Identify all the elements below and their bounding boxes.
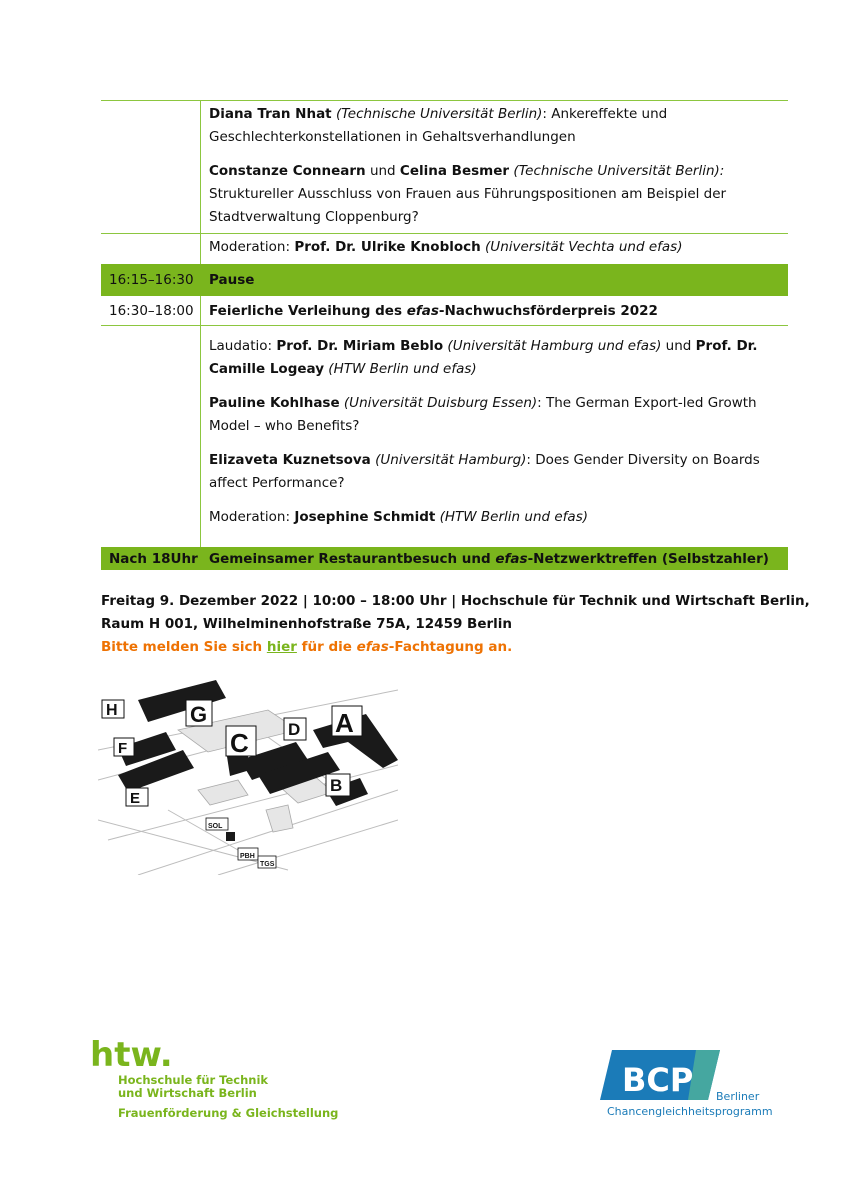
institution: (HTW Berlin und efas) xyxy=(435,509,588,525)
registration-link[interactable]: hier xyxy=(266,639,297,655)
speaker-name: Prof. Dr. Camille Logeay xyxy=(209,338,758,377)
talk-title: : Does Gender Diversity on Boards affect Performance? xyxy=(209,452,760,491)
description-cell xyxy=(201,551,788,567)
htw-name-line1: Hochschule für Technik xyxy=(118,1073,269,1087)
time-cell: 16:30–18:00 xyxy=(101,296,201,325)
map-label-h: H xyxy=(106,702,118,719)
map-label-a: A xyxy=(335,708,354,738)
bcp-program-name: Chancengleichheitsprogramm xyxy=(607,1105,773,1118)
speaker-name: Constanze Connearn xyxy=(209,163,366,179)
program-table xyxy=(101,100,788,570)
moderation-label: Moderation: xyxy=(209,239,295,255)
map-label-e: E xyxy=(130,790,141,807)
institution: (Universität Hamburg) xyxy=(370,452,527,468)
talk-title: : Ankereffekte und Geschlechterkonstellationen in Gehaltsverhandlungen xyxy=(209,106,668,145)
talk-entry xyxy=(209,103,780,149)
institution: (Universität Duisburg Essen) xyxy=(339,395,538,411)
description-cell xyxy=(201,234,788,264)
map-label-pbh: PBH xyxy=(240,853,255,860)
event-info xyxy=(101,590,810,659)
time-cell: 16:15–16:30 xyxy=(109,272,194,288)
map-label-sol: SOL xyxy=(208,823,223,830)
laudatio-entry xyxy=(209,335,780,381)
speaker-name: Prof. Dr. Miriam Beblo xyxy=(276,338,444,354)
description-cell xyxy=(201,303,788,319)
table-row xyxy=(101,100,788,233)
pause-label: Pause xyxy=(209,272,255,288)
table-row xyxy=(101,296,788,325)
institution: (Universität Vechta und efas) xyxy=(480,239,683,255)
bcp-abbr: BCP xyxy=(622,1061,694,1099)
map-label-c: C xyxy=(230,728,249,758)
table-row-pause xyxy=(101,264,788,296)
description-cell xyxy=(201,101,788,233)
moderation-label: Moderation: xyxy=(209,509,295,525)
htw-department: Frauenförderung & Gleichstellung xyxy=(118,1106,339,1120)
map-label-d: D xyxy=(288,720,301,739)
map-label-tgs: TGS xyxy=(260,861,275,868)
laudatio-label: Laudatio: xyxy=(209,338,277,354)
speaker-name: Pauline Kohlhase xyxy=(209,395,340,411)
conjunction: und xyxy=(365,163,400,179)
htw-name-line2: und Wirtschaft Berlin xyxy=(118,1086,257,1100)
talk-title: Struktureller Ausschluss von Frauen aus Führungspositionen am Beispiel der Stadtverwaltung Cloppenburg? xyxy=(209,186,727,225)
time-cell xyxy=(101,234,201,264)
conjunction: und xyxy=(661,338,696,354)
moderator-name: Prof. Dr. Ulrike Knobloch xyxy=(294,239,481,255)
table-row xyxy=(101,325,788,547)
speaker-name: Celina Besmer xyxy=(399,163,510,179)
time-cell: Nach 18Uhr xyxy=(109,550,198,567)
speaker-name: Elizaveta Kuznetsova xyxy=(209,452,371,468)
speaker-name: Diana Tran Nhat xyxy=(209,106,332,122)
map-label-g: G xyxy=(190,702,208,727)
talk-entry xyxy=(209,392,780,438)
moderation-entry xyxy=(209,236,780,259)
institution: (HTW Berlin und efas) xyxy=(324,361,477,377)
event-date-line: Freitag 9. Dezember 2022 | 10:00 – 18:00 Uhr | Hochschule für Technik und Wirtschaft Berlin, xyxy=(101,593,810,609)
moderator-name: Josephine Schmidt xyxy=(294,509,436,525)
talk-entry xyxy=(209,449,780,495)
htw-wordmark: htw. xyxy=(90,1035,173,1075)
table-row xyxy=(101,233,788,264)
institution: (Technische Universität Berlin) xyxy=(335,106,543,122)
talk-entry xyxy=(209,160,780,229)
map-label-f: F xyxy=(118,740,128,757)
time-cell xyxy=(101,326,201,547)
bcp-berliner: Berliner xyxy=(716,1090,760,1103)
evening-title: Gemeinsamer Restaurantbesuch und efas-Netzwerktreffen (Selbstzahler) xyxy=(209,550,769,567)
institution: (Technische Universität Berlin): xyxy=(513,163,725,179)
time-cell xyxy=(101,101,201,233)
talk-title: : The German Export-led Growth Model – who Benefits? xyxy=(209,395,757,434)
htw-name xyxy=(118,1074,268,1100)
registration-line: Bitte melden Sie sich hier für die efas-Fachtagung an. xyxy=(101,639,513,655)
table-row-evening xyxy=(101,547,788,570)
map-label-b: B xyxy=(330,776,343,795)
award-title: Feierliche Verleihung des efas-Nachwuchsförderpreis 2022 xyxy=(209,302,658,319)
institution: (Universität Hamburg und efas) xyxy=(443,338,662,354)
event-address-line: Raum H 001, Wilhelminenhofstraße 75A, 12459 Berlin xyxy=(101,616,513,632)
description-cell xyxy=(201,272,788,288)
campus-map xyxy=(98,670,398,875)
moderation-entry xyxy=(209,506,780,529)
description-cell xyxy=(201,326,788,547)
